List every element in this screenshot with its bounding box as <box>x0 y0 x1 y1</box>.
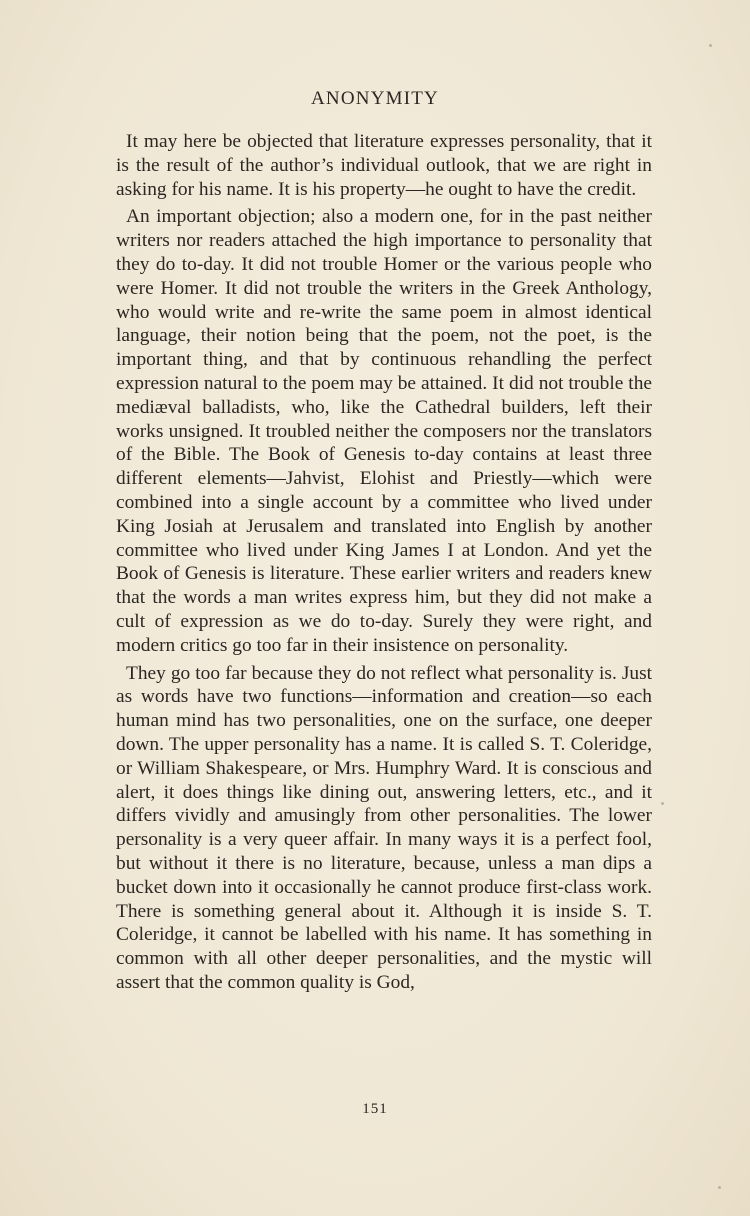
paragraph-1: It may here be objected that literature expresses personality, that it is the result of the author’s individual outlook, that we are right in asking for his name. It is his property—he ought to have the credit. <box>116 131 652 200</box>
page-number: 151 <box>362 1101 388 1117</box>
paper-speck <box>661 802 664 805</box>
paper-speck <box>718 1186 721 1189</box>
body-text <box>116 130 652 999</box>
paper-speck <box>709 44 712 47</box>
paragraph-2: An important objection; also a modern one, for in the past neither writers nor readers attached the high importance to personality that they do to-day. It did not trouble Homer or the various people who were Homer. It did not trouble the writers in the Greek Anthology, who would write and re-write the same poem in almost identical language, their notion being that the poem, not the poet, is the important thing, and that by continuous rehandling the perfect expression natural to the poem may be attained. It did not trouble the mediæval balladists, who, like the Cathedral builders, left their works unsigned. It troubled neither the composers nor the translators of the Bible. The Book of Genesis to-day contains at least three different elements—Jahvist, Elohist and Priestly—which were combined into a single account by a committee who lived under King Josiah at Jerusalem and translated into English by another committee who lived under King James I at London. And yet the Book of Genesis is literature. These earlier writers and readers knew that the words a man writes express him, but they did not make a cult of expression as we do to-day. Surely they were right, and modern critics go too far in their insistence on personality. <box>116 206 652 656</box>
running-head: ANONYMITY <box>311 88 439 109</box>
paragraph-3: They go too far because they do not reflect what personality is. Just as words have two functions—information and creation—so each human mind has two personalities, one on the surface, one deeper down. The upper personality has a name. It is called S. T. Coleridge, or William Shakespeare, or Mrs. Humphry Ward. It is conscious and alert, it does things like dining out, answering letters, etc., and it differs vividly and amusingly from other personalities. The lower personality is a very queer affair. In many ways it is a perfect fool, but without it there is no literature, because, unless a man dips a bucket down into it occasionally he cannot produce first-class work. There is something general about it. Although it is inside S. T. Coleridge, it cannot be labelled with his name. It has something in common with all other deeper personalities, and the mystic will assert that the common quality is God, <box>116 662 652 993</box>
